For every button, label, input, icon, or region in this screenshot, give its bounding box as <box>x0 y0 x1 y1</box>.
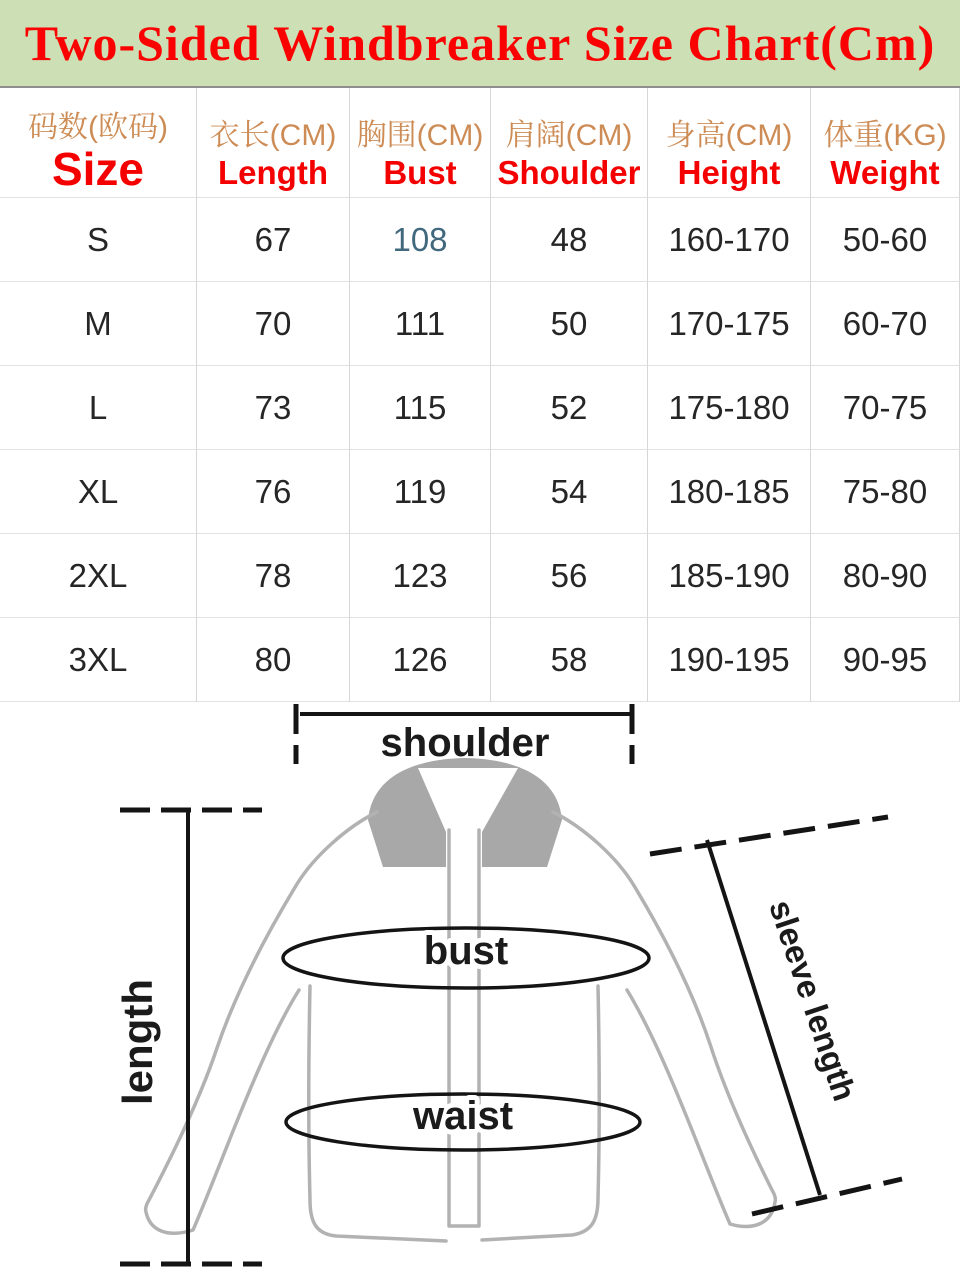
jacket-placket-lines <box>449 830 479 1226</box>
column-header-weight <box>811 88 960 198</box>
column-header-bust <box>350 88 491 198</box>
column-header-height-en: Height <box>677 154 781 191</box>
table-cell-weight: 80-90 <box>811 534 960 618</box>
table-cell-size: XL <box>0 450 197 534</box>
table-cell-height: 160-170 <box>648 198 811 282</box>
table-cell-bust: 108 <box>350 198 491 282</box>
table-cell-length: 73 <box>197 366 350 450</box>
table-cell-height: 175-180 <box>648 366 811 450</box>
table-cell-length: 67 <box>197 198 350 282</box>
table-cell-size: S <box>0 198 197 282</box>
table-cell-bust: 123 <box>350 534 491 618</box>
table-cell-height: 180-185 <box>648 450 811 534</box>
table-cell-weight: 70-75 <box>811 366 960 450</box>
column-header-length <box>197 88 350 198</box>
jacket-left-sleeve <box>146 812 377 1233</box>
column-header-bust-zh: 胸围(CM) <box>356 119 484 152</box>
table-cell-weight: 50-60 <box>811 198 960 282</box>
column-header-bust-en: Bust <box>383 154 457 191</box>
column-header-size-zh: 码数(欧码) <box>28 111 168 144</box>
shoulder-label: shoulder <box>380 721 550 765</box>
table-cell-weight: 60-70 <box>811 282 960 366</box>
column-header-length-en: Length <box>218 154 328 191</box>
table-cell-length: 70 <box>197 282 350 366</box>
table-cell-shoulder: 58 <box>491 618 648 702</box>
table-cell-shoulder: 52 <box>491 366 648 450</box>
table-cell-bust: 115 <box>350 366 491 450</box>
jacket-placket-gap <box>446 828 482 874</box>
table-cell-bust: 119 <box>350 450 491 534</box>
table-cell-height: 190-195 <box>648 618 811 702</box>
table-cell-length: 80 <box>197 618 350 702</box>
jacket-diagram-svg <box>0 702 960 1278</box>
table-cell-weight: 90-95 <box>811 618 960 702</box>
table-cell-bust: 111 <box>350 282 491 366</box>
table-cell-size: 3XL <box>0 618 197 702</box>
waist-label: waist <box>412 1094 514 1138</box>
page-title: Two-Sided Windbreaker Size Chart(Cm) <box>24 15 936 71</box>
column-header-shoulder <box>491 88 648 198</box>
jacket-right-sleeve <box>553 812 775 1226</box>
column-header-shoulder-zh: 肩阔(CM) <box>505 119 633 152</box>
table-cell-length: 76 <box>197 450 350 534</box>
table-cell-shoulder: 48 <box>491 198 648 282</box>
table-cell-bust: 126 <box>350 618 491 702</box>
table-cell-size: L <box>0 366 197 450</box>
bust-label: bust <box>423 929 509 973</box>
table-cell-size: M <box>0 282 197 366</box>
column-header-shoulder-en: Shoulder <box>497 154 641 191</box>
title-banner <box>0 0 960 88</box>
table-cell-shoulder: 56 <box>491 534 648 618</box>
table-cell-weight: 75-80 <box>811 450 960 534</box>
column-header-weight-zh: 体重(KG) <box>823 119 947 152</box>
length-label: length <box>114 979 161 1105</box>
column-header-length-zh: 衣长(CM) <box>209 119 337 152</box>
column-header-weight-en: Weight <box>830 154 940 191</box>
sleeve-length-label: sleeve length <box>762 895 864 1106</box>
table-cell-shoulder: 50 <box>491 282 648 366</box>
table-cell-size: 2XL <box>0 534 197 618</box>
column-header-size-en: Size <box>51 143 145 195</box>
table-cell-height: 170-175 <box>648 282 811 366</box>
table-cell-length: 78 <box>197 534 350 618</box>
sleeve-measure-top-tick <box>650 817 888 854</box>
size-table <box>0 88 960 702</box>
measurement-diagram <box>0 702 960 1278</box>
column-header-size <box>0 88 197 198</box>
table-cell-height: 185-190 <box>648 534 811 618</box>
table-cell-shoulder: 54 <box>491 450 648 534</box>
column-header-height <box>648 88 811 198</box>
column-header-height-zh: 身高(CM) <box>665 119 793 152</box>
